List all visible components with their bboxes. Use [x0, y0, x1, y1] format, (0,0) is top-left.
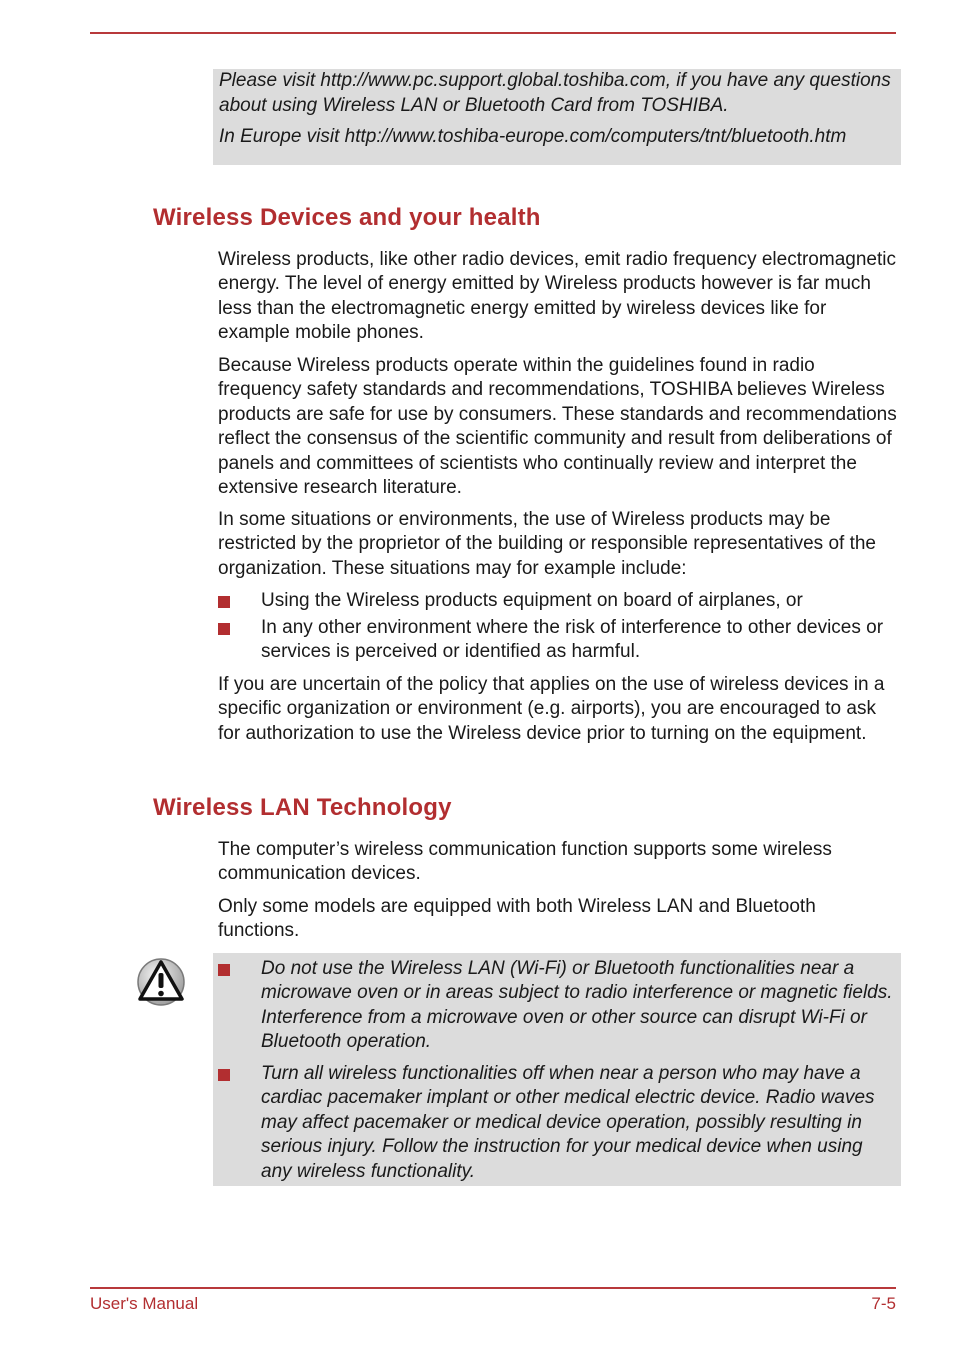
warning-item	[218, 1062, 898, 1184]
bullet-square-icon	[218, 964, 230, 976]
section-heading-health: Wireless Devices and your health	[153, 204, 541, 231]
list-item-text: Using the Wireless products equipment on board of airplanes, or	[261, 590, 803, 611]
support-note-line-1: Please visit http://www.pc.support.global.toshiba.com, if you have any questions about using Wireless LAN or Bluetooth Card from TOSHIBA.	[219, 70, 891, 116]
warning-item-text: Turn all wireless functionalities off when near a person who may have a cardiac pacemaker implant or other medical electric device. Radio waves may affect pacemaker or medical device operation, possibly resulting in serious injury. Follow the instruction for your medical device when using any wireless functionality.	[261, 1063, 875, 1182]
section-heading-wlan: Wireless LAN Technology	[153, 794, 452, 821]
paragraph: If you are uncertain of the policy that applies on the use of wireless devices in a specific organization or environment (e.g. airports), you are encouraged to ask for authorization to use the Wireless device prior to turning on the equipment.	[218, 674, 885, 744]
footer-manual-title: User's Manual	[90, 1294, 199, 1313]
warning-item	[218, 957, 898, 1055]
support-note-line-2: In Europe visit http://www.toshiba-europe.com/computers/tnt/bluetooth.htm	[219, 126, 847, 147]
warning-note	[213, 953, 901, 1186]
list-item	[218, 589, 898, 613]
paragraph: Wireless products, like other radio devices, emit radio frequency electromagnetic energy. The level of energy emitted by Wireless products however is far much less than the electromagnetic energy emitted by wireless devices like for example mobile phones.	[218, 249, 896, 344]
bullet-square-icon	[218, 596, 230, 608]
paragraph: Only some models are equipped with both Wireless LAN and Bluetooth functions.	[218, 896, 816, 942]
header-rule	[90, 32, 896, 34]
paragraph: Because Wireless products operate within the guidelines found in radio frequency safety standards and recommendations, TOSHIBA believes Wireless products are safe for use by consumers. These standards and recommendations reflect the consensus of the scientific community and result from deliberations of panels and committees of scientists who continually review and interpret the extensive research literature.	[218, 355, 897, 499]
bullet-square-icon	[218, 623, 230, 635]
list-item	[218, 616, 898, 665]
warning-triangle-icon	[136, 956, 186, 1008]
paragraph: The computer’s wireless communication function supports some wireless communication devices.	[218, 839, 832, 885]
footer-rule	[90, 1287, 896, 1289]
paragraph: In some situations or environments, the use of Wireless products may be restricted by the proprietor of the building or responsible representatives of the organization. These situations may for example include:	[218, 509, 876, 579]
page-number: 7-5	[871, 1294, 896, 1313]
list-item-text: In any other environment where the risk of interference to other devices or services is perceived or identified as harmful.	[261, 617, 884, 663]
bullet-square-icon	[218, 1069, 230, 1081]
support-note	[213, 69, 901, 165]
warning-item-text: Do not use the Wireless LAN (Wi-Fi) or Bluetooth functionalities near a microwave oven or in areas subject to radio interference or magnetic fields. Interference from a microwave oven or other source can disrupt Wi-Fi or Bluetooth operation.	[261, 958, 893, 1053]
